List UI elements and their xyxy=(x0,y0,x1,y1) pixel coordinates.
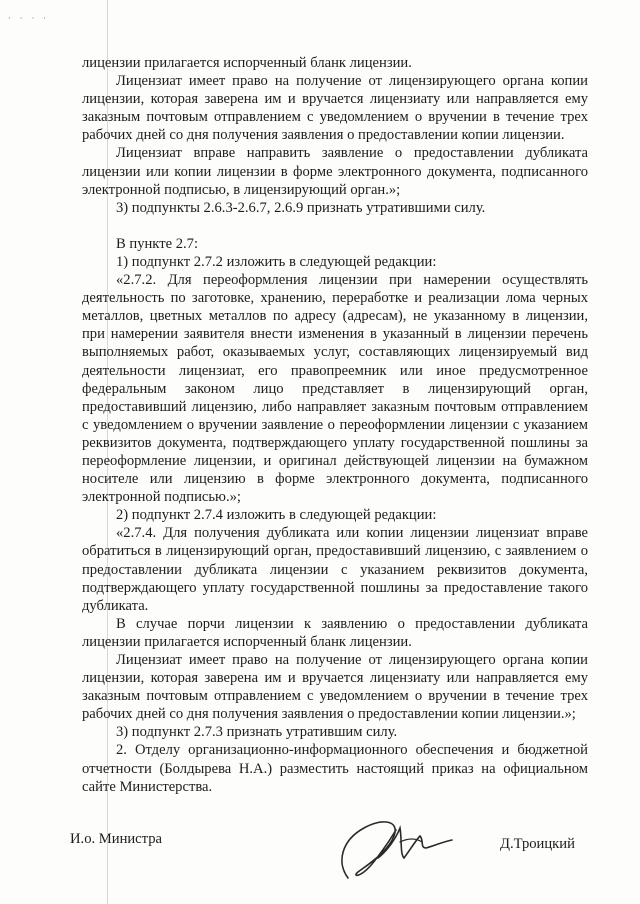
paragraph: «2.7.2. Для переоформления лицензии при намерении осуществлять деятельность по заготовке, хранению, переработке и реализации лома черных металлов, цветных металлов по адресу (адресам), не указанному в лицензии, при намерении заявителя внести изменения в указанный в лицензии перечень выполняемых работ, оказываемых услуг, составляющих лицензируемый вид деятельности лицензиат, его правопреемник или иное предусмотренное федеральным законом лицо представляет в лицензирующий орган, предоставивший лицензию, либо направляет заказным почтовым отправлением с уведомлением о вручении заявление о переоформлении лицензии с указанием реквизитов документа, подтверждающего уплату государственной пошлины за переоформление лицензии, и оригинал действующей лицензии на бумажном носителе или лицензию в форме электронного документа, подписанного электронной подписью.»; xyxy=(82,272,588,506)
paragraph: В случае порчи лицензии к заявлению о предоставлении дубликата лицензии прилагается испорченный бланк лицензии. xyxy=(82,615,588,650)
paragraph: Лицензиат имеет право на получение от лицензирующего органа копии лицензии, которая заверена им и вручается лицензиату или направляется ему заказным почтовым отправлением с уведомлением о вручении в течение трех рабочих дней со дня получения заявления о предоставлении копии лицензии.»; xyxy=(82,652,588,723)
paragraph: 1) подпункт 2.7.2 изложить в следующей редакции: xyxy=(116,253,437,270)
paragraph: 2) подпункт 2.7.4 изложить в следующей редакции: xyxy=(116,507,437,524)
paragraph: 3) подпункт 2.7.3 признать утратившим силу. xyxy=(116,724,398,741)
paragraph: лицензии прилагается испорченный бланк лицензии. xyxy=(82,55,412,71)
signatory-name: Д.Троицкий xyxy=(500,836,575,852)
paragraph: Лицензиат вправе направить заявление о предоставлении дубликата лицензии или копии лицензии в форме электронного документа, подписанного электронной подписью, в лицензирующий орган.»; xyxy=(82,145,588,198)
handwritten-signature xyxy=(330,800,460,890)
paragraph: «2.7.4. Для получения дубликата или копии лицензии лицензиат вправе обратиться в лицензирующий орган, предоставивший лицензию, с заявлением о предоставлении дубликата лицензии с указанием реквизитов документа, подтверждающего уплату государственной пошлины за предоставление такого дубликата. xyxy=(82,525,588,614)
signatory-position: И.о. Министра xyxy=(70,831,162,847)
paragraph: 2. Отделу организационно-информационного обеспечения и бюджетной отчетности (Болдырева Н.А.) разместить настоящий приказ на официальном сайте Министерства. xyxy=(82,742,588,795)
paragraph: 3) подпункты 2.6.3-2.6.7, 2.6.9 признать утратившими силу. xyxy=(116,199,486,216)
paragraph: Лицензиат имеет право на получение от лицензирующего органа копии лицензии, которая заверена им и вручается лицензиату или направляется ему заказным почтовым отправлением с уведомлением о вручении в течение трех рабочих дней со дня получения заявления о предоставлении копии лицензии. xyxy=(82,73,588,144)
paragraph: В пункте 2.7: xyxy=(116,235,198,252)
document-body xyxy=(82,54,588,796)
scan-corner-marks: · · · · xyxy=(8,14,50,24)
